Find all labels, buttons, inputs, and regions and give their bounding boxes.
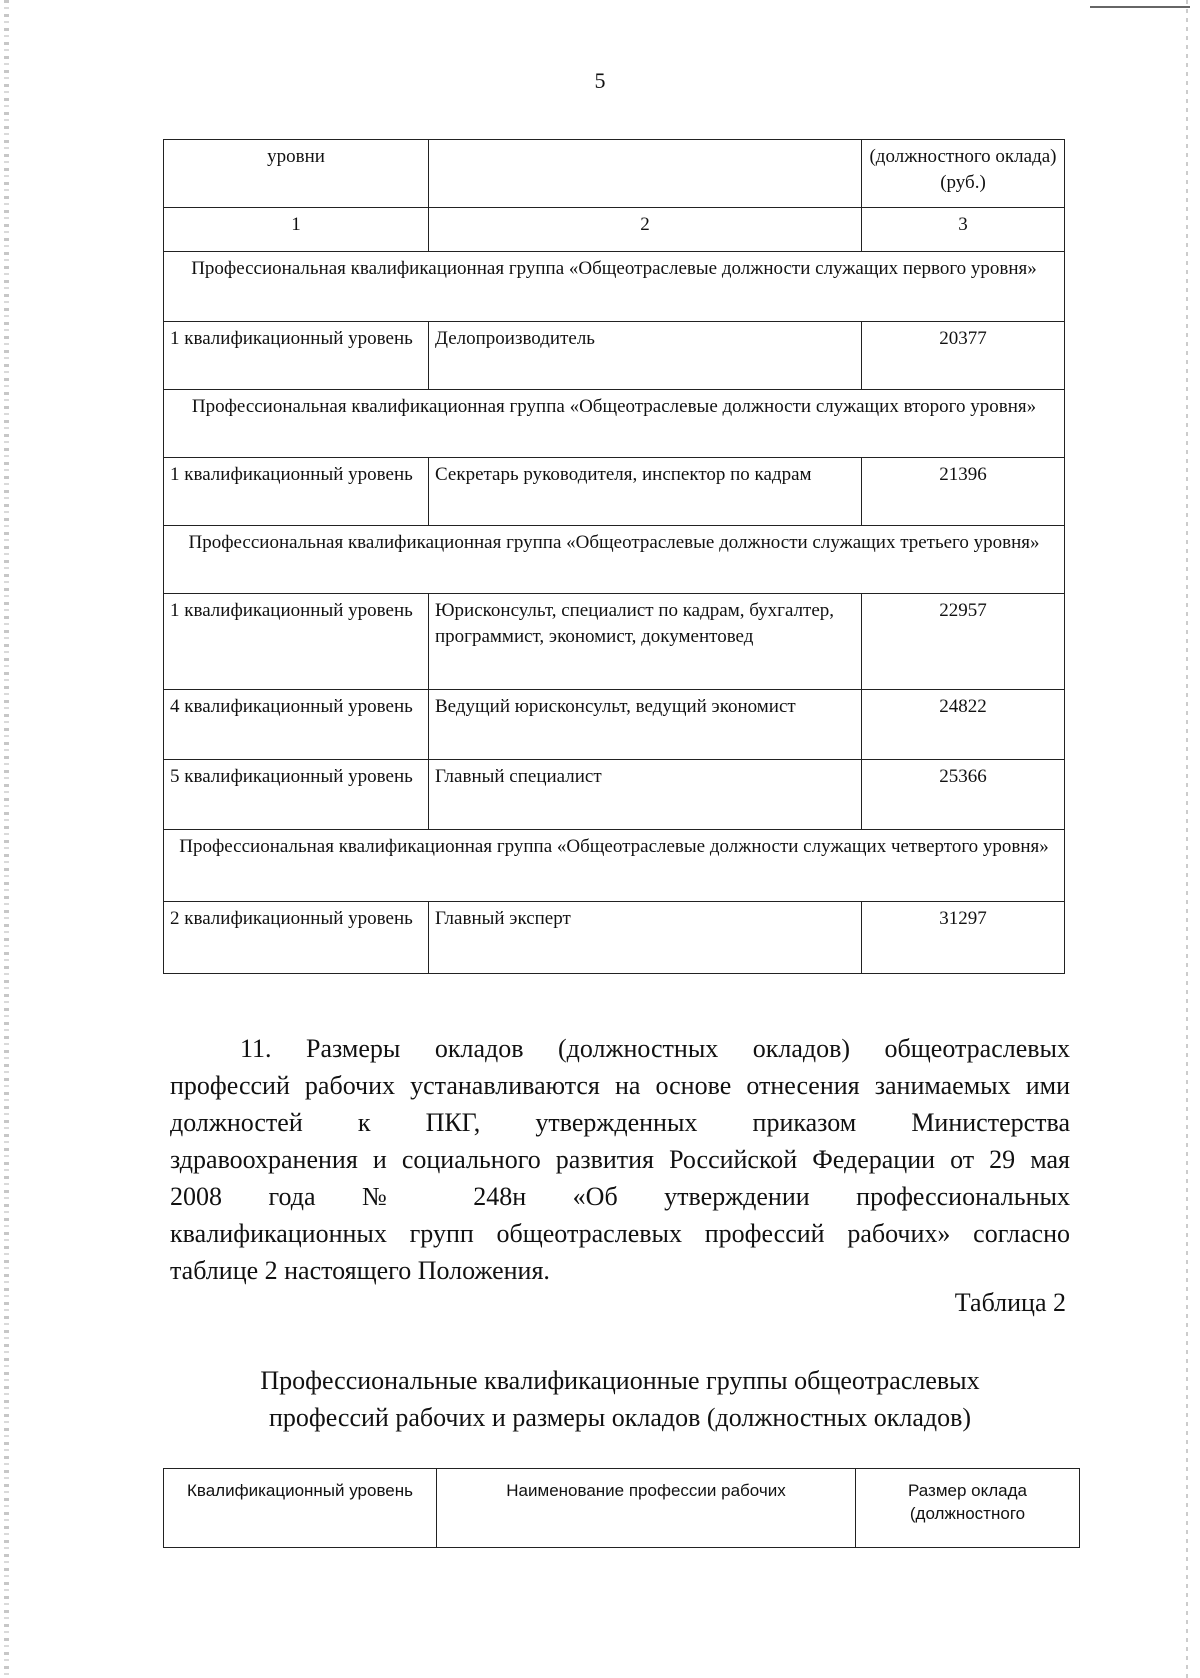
col-number-3: 3 bbox=[862, 208, 1065, 252]
paragraph-11 bbox=[170, 1030, 1070, 1289]
group-title: Профессиональная квалификационная группа «Общеотраслевые должности служащих первого уровня» bbox=[164, 252, 1065, 322]
position-names: Делопроизводитель bbox=[429, 322, 862, 390]
table-header-row bbox=[164, 1469, 1080, 1548]
table-row bbox=[164, 458, 1065, 526]
qualification-level: 1 квалификационный уровень bbox=[164, 322, 429, 390]
col-number-2: 2 bbox=[429, 208, 862, 252]
scan-edge-right bbox=[1186, 0, 1188, 1678]
salary-value: 31297 bbox=[862, 902, 1065, 974]
position-names: Главный эксперт bbox=[429, 902, 862, 974]
header-qualification-level: Квалификационный уровень bbox=[164, 1469, 437, 1548]
paragraph-line: здравоохранения и социального развития Российской Федерации от 29 мая bbox=[170, 1145, 1070, 1174]
header-salary: (должностного оклада) (руб.) bbox=[862, 140, 1065, 208]
table-row bbox=[164, 322, 1065, 390]
table-number-row bbox=[164, 208, 1065, 252]
header-levels: уровни bbox=[164, 140, 429, 208]
salary-table-servants bbox=[163, 139, 1065, 974]
header-salary-size: Размер оклада (должностного bbox=[856, 1469, 1080, 1548]
group-title: Профессиональная квалификационная группа «Общеотраслевые должности служащих четвертого уровня» bbox=[164, 830, 1065, 902]
table-header-row bbox=[164, 140, 1065, 208]
col-number-1: 1 bbox=[164, 208, 429, 252]
position-names: Главный специалист bbox=[429, 760, 862, 830]
table-row bbox=[164, 690, 1065, 760]
salary-table-workers bbox=[163, 1468, 1080, 1548]
paragraph-line: 11. Размеры окладов (должностных окладов) общеотраслевых bbox=[240, 1034, 1070, 1063]
salary-value: 25366 bbox=[862, 760, 1065, 830]
qualification-level: 2 квалификационный уровень bbox=[164, 902, 429, 974]
table-row bbox=[164, 594, 1065, 690]
group-row bbox=[164, 390, 1065, 458]
group-row bbox=[164, 252, 1065, 322]
group-row bbox=[164, 830, 1065, 902]
salary-value: 24822 bbox=[862, 690, 1065, 760]
paragraph-line: 2008 года № 248н «Об утверждении профессиональных bbox=[170, 1182, 1070, 1211]
qualification-level: 4 квалификационный уровень bbox=[164, 690, 429, 760]
scan-edge-left bbox=[4, 0, 9, 1678]
position-names: Секретарь руководителя, инспектор по кадрам bbox=[429, 458, 862, 526]
scan-mark-top bbox=[1090, 6, 1190, 8]
paragraph-line: таблице 2 настоящего Положения. bbox=[170, 1256, 550, 1285]
position-names: Юрисконсульт, специалист по кадрам, бухгалтер, программист, экономист, документовед bbox=[429, 594, 862, 690]
position-names: Ведущий юрисконсульт, ведущий экономист bbox=[429, 690, 862, 760]
table-2-title-line-2: профессий рабочих и размеры окладов (должностных окладов) bbox=[268, 1403, 972, 1432]
table-2-title bbox=[170, 1362, 1070, 1436]
qualification-level: 1 квалификационный уровень bbox=[164, 458, 429, 526]
qualification-level: 1 квалификационный уровень bbox=[164, 594, 429, 690]
page-number: 5 bbox=[594, 68, 606, 93]
group-title: Профессиональная квалификационная группа «Общеотраслевые должности служащих третьего уровня» bbox=[164, 526, 1065, 594]
table-2-label: Таблица 2 bbox=[954, 1288, 1066, 1317]
group-row bbox=[164, 526, 1065, 594]
salary-value: 22957 bbox=[862, 594, 1065, 690]
header-empty bbox=[429, 140, 862, 208]
table-row bbox=[164, 902, 1065, 974]
qualification-level: 5 квалификационный уровень bbox=[164, 760, 429, 830]
group-title: Профессиональная квалификационная группа «Общеотраслевые должности служащих второго уровня» bbox=[164, 390, 1065, 458]
table-2-title-line-1: Профессиональные квалификационные группы общеотраслевых bbox=[260, 1366, 980, 1395]
header-profession-name: Наименование профессии рабочих bbox=[437, 1469, 856, 1548]
salary-value: 20377 bbox=[862, 322, 1065, 390]
paragraph-line: профессий рабочих устанавливаются на основе отнесения занимаемых ими bbox=[170, 1071, 1070, 1100]
paragraph-line: квалификационных групп общеотраслевых профессий рабочих» согласно bbox=[170, 1219, 1070, 1248]
table-row bbox=[164, 760, 1065, 830]
salary-value: 21396 bbox=[862, 458, 1065, 526]
paragraph-line: должностей к ПКГ, утвержденных приказом Министерства bbox=[170, 1108, 1070, 1137]
